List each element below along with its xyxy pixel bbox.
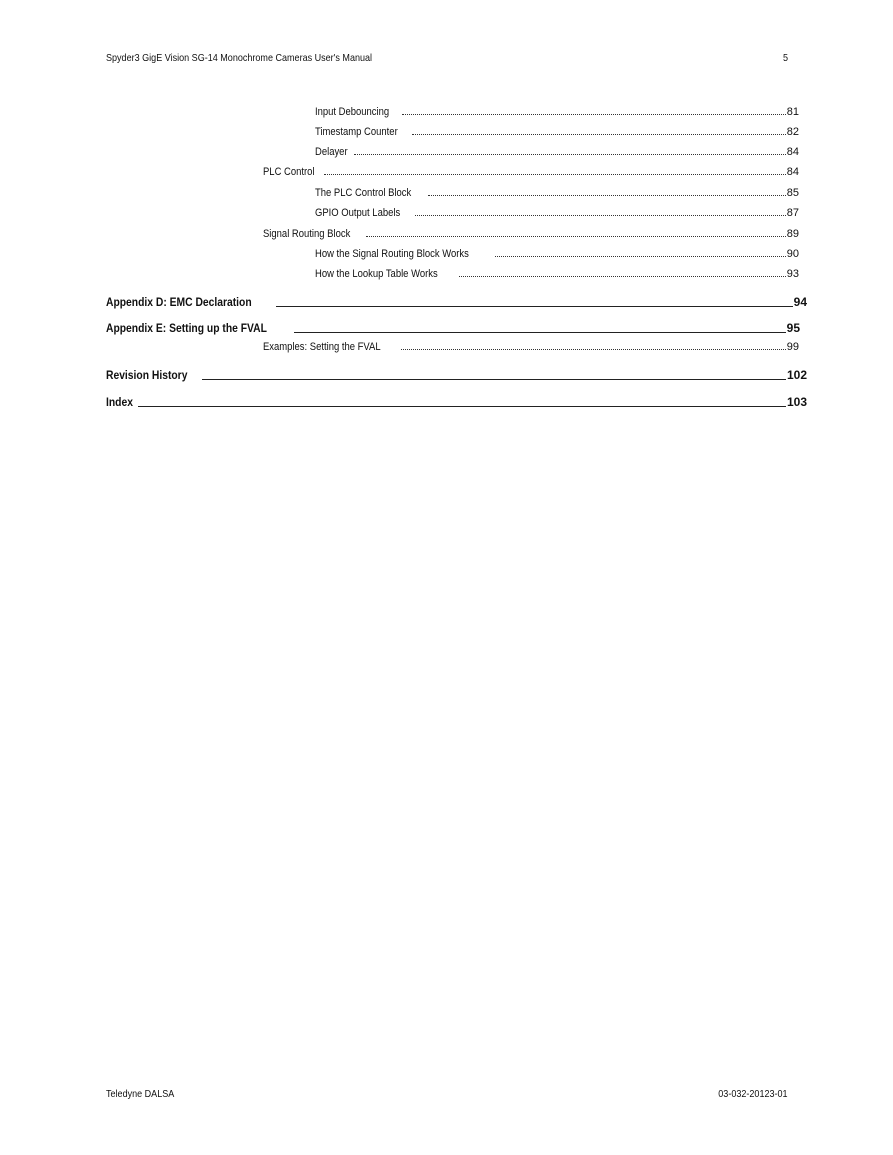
toc-entry-label: Appendix D: EMC Declaration [106, 295, 252, 309]
toc-entry-revision-history[interactable] [106, 368, 807, 382]
toc-leader [459, 276, 786, 277]
toc-entry-page: 81 [786, 106, 799, 118]
footer-company: Teledyne DALSA [106, 1088, 175, 1100]
toc-entry-page: 87 [786, 207, 799, 219]
toc-entry-label: How the Lookup Table Works [315, 268, 438, 280]
toc-entry-examples-fval[interactable] [263, 341, 799, 353]
toc-entry-label: PLC Control [263, 166, 315, 178]
toc-entry-label: How the Signal Routing Block Works [315, 248, 469, 260]
toc-entry-page: 102 [786, 368, 807, 382]
toc-entry-page: 103 [786, 395, 807, 409]
toc-leader [495, 256, 786, 257]
toc-leader [138, 406, 786, 407]
toc-leader [324, 174, 786, 175]
toc-entry-page: 84 [786, 166, 799, 178]
toc-entry-label: The PLC Control Block [315, 187, 412, 199]
toc-leader [401, 349, 786, 350]
toc-entry-plc-control[interactable] [263, 166, 799, 178]
toc-entry-input-debouncing[interactable] [315, 106, 799, 118]
toc-entry-label: Timestamp Counter [315, 126, 398, 138]
toc-leader [428, 195, 786, 196]
toc-entry-gpio-output-labels[interactable] [315, 207, 799, 219]
toc-entry-delayer[interactable] [315, 146, 799, 158]
page-number: 5 [782, 52, 788, 64]
toc-entry-page: 85 [786, 187, 799, 199]
page-header [106, 52, 788, 64]
toc-leader [276, 306, 792, 307]
toc-entry-page: 94 [793, 295, 807, 309]
toc-entry-page: 90 [786, 248, 799, 260]
toc-leader [354, 154, 786, 155]
manual-title: Spyder3 GigE Vision SG-14 Monochrome Cameras User's Manual [106, 52, 373, 64]
toc-entry-signal-routing-works[interactable] [315, 248, 799, 260]
toc-entry-page: 99 [786, 341, 799, 353]
toc-entry-appendix-d[interactable] [106, 295, 807, 309]
toc-entry-timestamp-counter[interactable] [315, 126, 799, 138]
toc-entry-lookup-table-works[interactable] [315, 268, 799, 280]
toc-leader [412, 134, 786, 135]
toc-entry-label: Examples: Setting the FVAL [263, 341, 381, 353]
toc-entry-label: Signal Routing Block [263, 228, 351, 240]
toc-entry-label: Delayer [315, 146, 348, 158]
page-footer [106, 1088, 788, 1100]
toc-leader [366, 236, 786, 237]
toc-entry-label: Revision History [106, 368, 188, 382]
toc-leader [202, 379, 786, 380]
toc-leader [402, 114, 786, 115]
toc-entry-page: 82 [786, 126, 799, 138]
toc-entry-page: 89 [786, 228, 799, 240]
toc-entry-label: GPIO Output Labels [315, 207, 401, 219]
toc-entry-label: Input Debouncing [315, 106, 390, 118]
toc-entry-page: 84 [786, 146, 799, 158]
toc-leader [415, 215, 786, 216]
toc-entry-plc-control-block[interactable] [315, 187, 799, 199]
footer-doc-number: 03-032-20123-01 [718, 1088, 788, 1100]
toc-entry-index[interactable] [106, 395, 807, 409]
toc-entry-page: 93 [786, 268, 799, 280]
toc-entry-label: Appendix E: Setting up the FVAL [106, 321, 267, 335]
toc-entry-label: Index [106, 395, 133, 409]
toc-entry-appendix-e[interactable] [106, 321, 800, 335]
toc-entry-page: 95 [786, 321, 800, 335]
toc-entry-signal-routing-block[interactable] [263, 228, 799, 240]
toc-leader [294, 332, 786, 333]
